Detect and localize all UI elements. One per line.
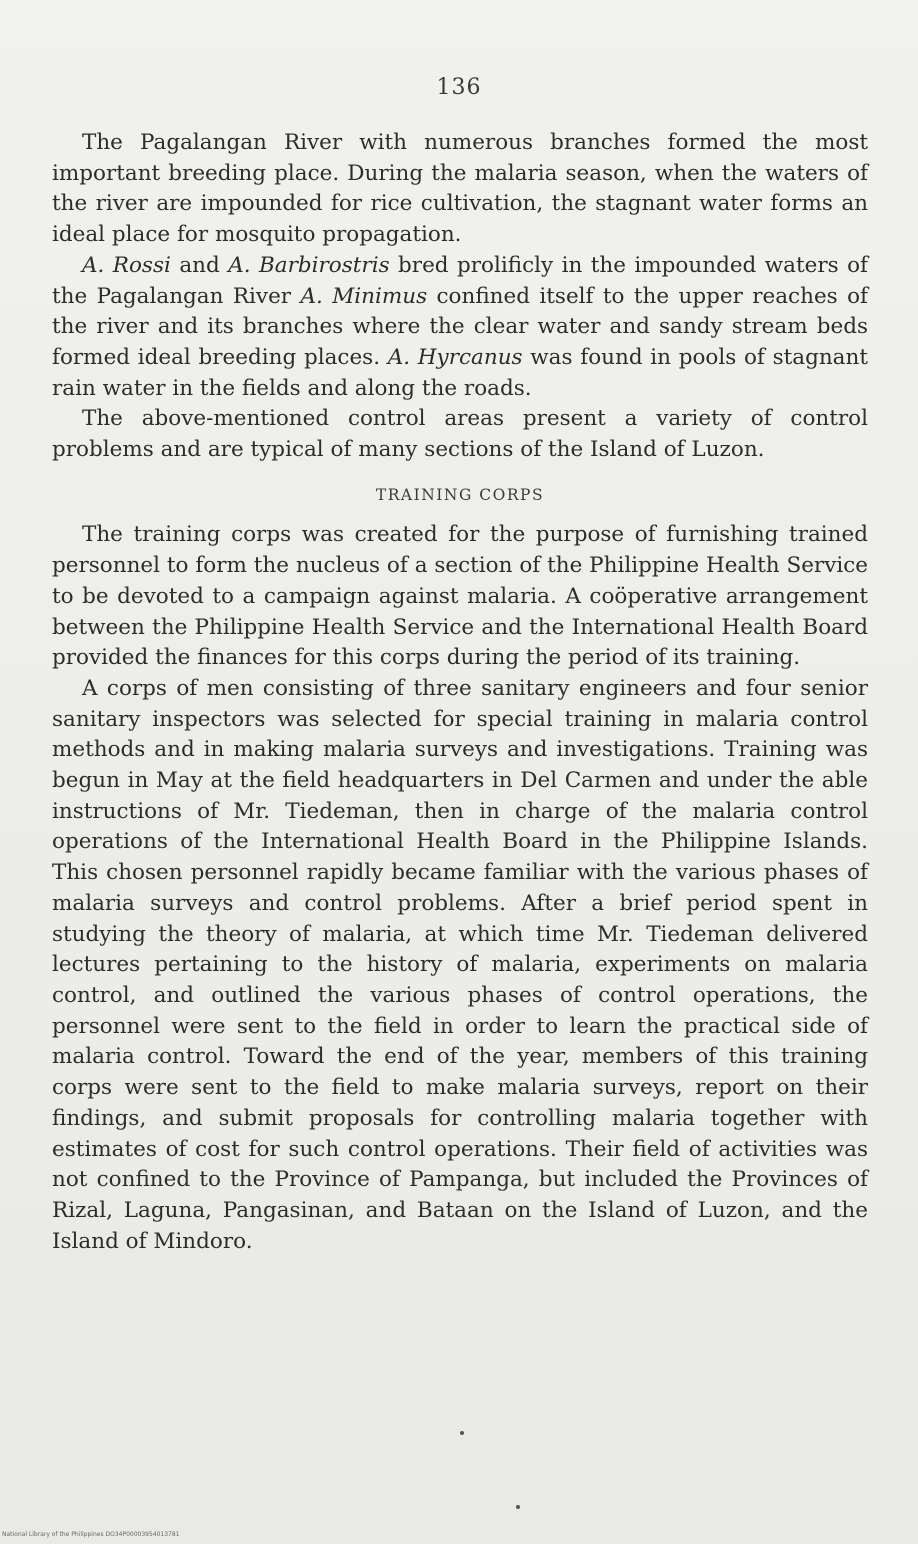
section-heading: TRAINING CORPS: [375, 485, 545, 504]
paragraph-control-areas: The above-mentioned control areas present a variety of control problems and are typical of many sections of the Island of Luzon.: [52, 406, 868, 463]
species-name: A. Rossi: [82, 252, 171, 278]
speck-mark: [516, 1505, 520, 1509]
paragraph-mosquito-species: A. Rossi and A. Barbirostris bred prolificly in the impounded waters of the Pagalangan River A. Minimus confined itself to the upper reaches of the river and its branches where the clear water and sandy stream beds formed ideal breeding places. A. Hyrcanus was found in pools of stagnant rain water in the fields and along the roads.: [52, 252, 868, 401]
body-text: [52, 128, 868, 1257]
species-name: A. Barbirostris: [228, 252, 390, 278]
species-name: A. Minimus: [300, 283, 428, 309]
page-number: 136: [436, 75, 482, 100]
speck-mark: [460, 1431, 464, 1435]
paragraph-training-corps-purpose: The training corps was created for the purpose of furnishing trained personnel to form the nucleus of a section of the Philippine Health Service to be devoted to a campaign against malaria. A coöperative arrangement between the Philippine Health Service and the International Health Board provided the finances for this corps during the period of its training.: [52, 522, 868, 671]
paragraph-training-corps-details: A corps of men consisting of three sanitary engineers and four senior sanitary inspectors was selected for special training in malaria control methods and in making malaria surveys and investigations. Training was begun in May at the field headquarters in Del Carmen and under the able instructions of Mr. Tiedeman, then in charge of the malaria control operations of the International Health Board in the Philippine Islands. This chosen personnel rapidly became familiar with the various phases of malaria surveys and control problems. After a brief period spent in studying the theory of malaria, at which time Mr. Tiedeman delivered lectures pertaining to the history of malaria, experiments on malaria control, and outlined the various phases of control operations, the personnel were sent to the field in order to learn the practical side of malaria control. Toward the end of the year, members of this training corps were sent to the field to make malaria surveys, report on their findings, and submit proposals for controlling malaria together with estimates of cost for such control operations. Their field of activities was not confined to the Province of Pampanga, but included the Provinces of Rizal, Laguna, Pangasinan, and Bataan on the Island of Luzon, and the Island of Mindoro.: [52, 675, 868, 1254]
paragraph-pagalangan-river: The Pagalangan River with numerous branches formed the most important breeding place. During the malaria season, when the waters of the river are impounded for rice cultivation, the stagnant water forms an ideal place for mosquito propagation.: [52, 130, 868, 248]
species-name: A. Hyrcanus: [387, 344, 523, 370]
library-footer-tag: National Library of the Philippines DO34P00003954013781: [2, 1531, 180, 1538]
